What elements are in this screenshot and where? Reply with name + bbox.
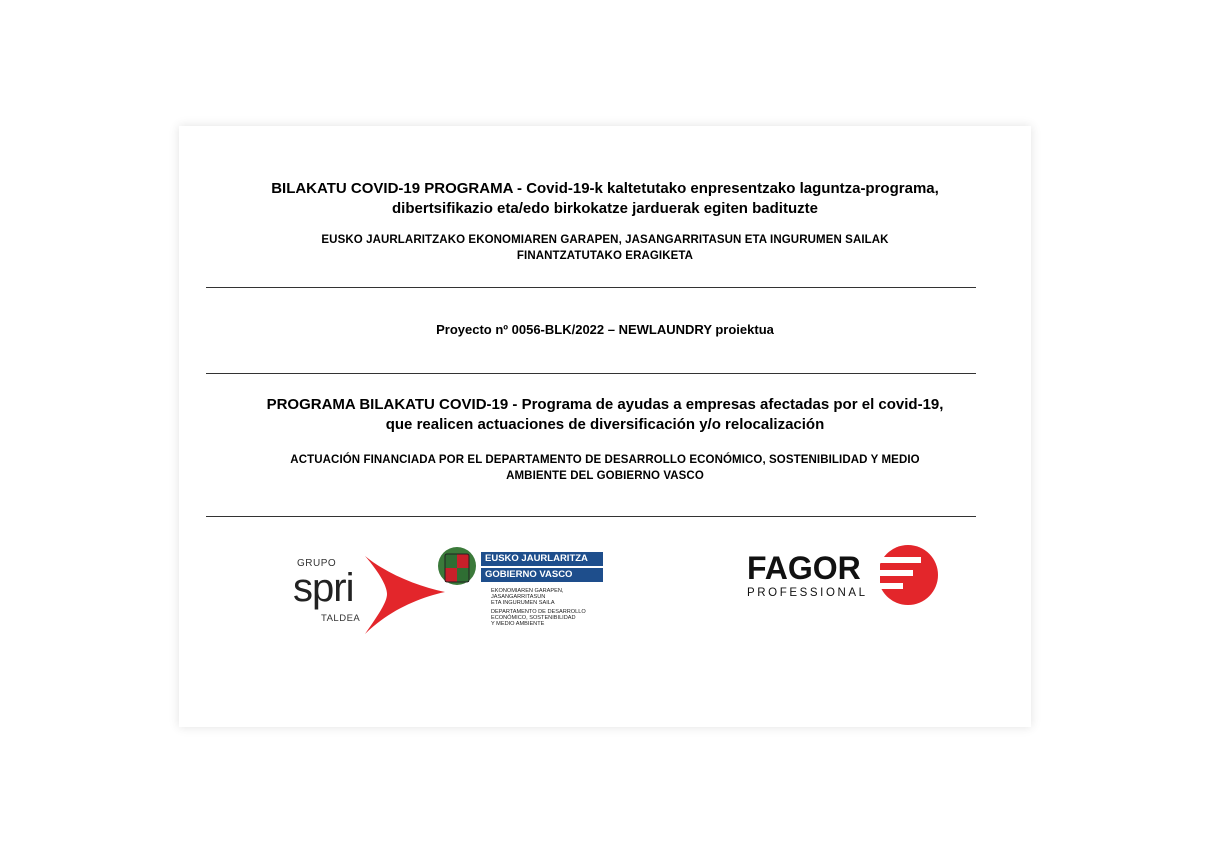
fagor-professional-label: PROFESSIONAL bbox=[747, 587, 868, 599]
ej-name-spanish: GOBIERNO VASCO bbox=[481, 568, 603, 582]
basque-title-head: BILAKATU COVID-19 PROGRAMA bbox=[271, 180, 513, 197]
ej-dept-spanish-2: ECONÓMICO, SOSTENIBILIDAD bbox=[491, 615, 576, 621]
basque-subtitle bbox=[179, 232, 1031, 264]
fagor-circle-icon bbox=[877, 544, 939, 606]
divider-1 bbox=[206, 287, 976, 288]
ej-dept-basque-3: ETA INGURUMEN SAILA bbox=[491, 600, 555, 606]
spri-logo bbox=[289, 544, 439, 644]
basque-subtitle-line1: EUSKO JAURLARITZAKO EKONOMIAREN GARAPEN, JASANGARRITASUN ETA INGURUMEN SAILAK bbox=[321, 234, 889, 246]
spanish-title-rest: - Programa de ayudas a empresas afectadas por el covid-19, bbox=[508, 396, 944, 413]
spanish-subtitle-line1: ACTUACIÓN FINANCIADA POR EL DEPARTAMENTO DE DESARROLLO ECONÓMICO, SOSTENIBILIDAD Y MEDIO bbox=[290, 454, 920, 466]
document-card bbox=[179, 126, 1031, 727]
fagor-logo bbox=[745, 544, 945, 614]
spri-name: spri bbox=[293, 566, 354, 610]
spri-grupo-label: GRUPO bbox=[297, 558, 337, 569]
fagor-name: FAGOR bbox=[747, 550, 861, 586]
ej-dept-basque-2: JASANGARRITASUN bbox=[491, 594, 546, 600]
logos-row bbox=[179, 536, 1031, 656]
spanish-subtitle-line2: AMBIENTE DEL GOBIERNO VASCO bbox=[506, 470, 704, 482]
ej-dept-spanish-1: DEPARTAMENTO DE DESARROLLO bbox=[491, 609, 586, 615]
spanish-title-head: PROGRAMA BILAKATU COVID-19 bbox=[266, 396, 509, 413]
divider-2 bbox=[206, 373, 976, 374]
basque-subtitle-line2: FINANTZATUTAKO ERAGIKETA bbox=[516, 250, 694, 262]
spanish-subtitle bbox=[179, 452, 1031, 484]
basque-coat-of-arms-icon bbox=[437, 546, 477, 592]
ej-name-basque: EUSKO JAURLARITZA bbox=[481, 552, 603, 566]
ej-dept-basque-1: EKONOMIAREN GARAPEN, bbox=[491, 588, 564, 594]
spri-arrow-icon bbox=[357, 554, 447, 636]
spri-taldea-label: TALDEA bbox=[321, 613, 361, 624]
basque-title bbox=[179, 179, 1031, 219]
divider-3 bbox=[206, 516, 976, 517]
spanish-title bbox=[179, 395, 1031, 435]
basque-title-line2: dibertsifikazio eta/edo birkokatze jarduerak egiten badituzte bbox=[392, 200, 818, 217]
ej-dept-spanish-3: Y MEDIO AMBIENTE bbox=[491, 621, 545, 627]
basque-title-rest: - Covid-19-k kaltetutako enpresentzako laguntza-programa, bbox=[512, 180, 939, 197]
spanish-title-line2: que realicen actuaciones de diversificación y/o relocalización bbox=[385, 416, 825, 433]
eusko-jaurlaritza-logo bbox=[437, 546, 607, 656]
project-number: Proyecto nº 0056-BLK/2022 – NEWLAUNDRY proiektua bbox=[436, 322, 774, 337]
